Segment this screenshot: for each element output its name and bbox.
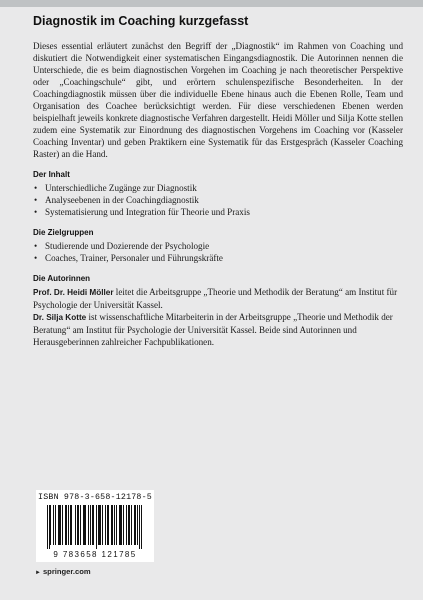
bullet-icon: • xyxy=(34,207,38,217)
barcode-bar xyxy=(58,505,59,545)
barcode-bar xyxy=(71,505,72,545)
bullet-icon: • xyxy=(34,183,38,193)
author-name: Prof. Dr. Heidi Möller xyxy=(33,288,114,297)
inhalt-list xyxy=(33,182,403,218)
barcode-bar xyxy=(65,505,66,545)
barcode-bar xyxy=(93,505,94,545)
top-color-bar xyxy=(0,0,423,7)
author-bio xyxy=(33,311,403,348)
list-item xyxy=(33,252,403,264)
barcode-bar xyxy=(121,505,122,545)
barcode-bar xyxy=(49,505,50,549)
list-item-text: Coaches, Trainer, Personaler und Führungskräfte xyxy=(45,253,223,263)
barcode-bar xyxy=(137,505,138,545)
author-bio xyxy=(33,286,403,311)
barcode-bar xyxy=(62,505,63,545)
bullet-icon: • xyxy=(34,195,38,205)
barcode-bar xyxy=(114,505,115,545)
barcode-bar xyxy=(53,505,54,545)
list-item xyxy=(33,194,403,206)
bullet-icon: • xyxy=(34,253,38,263)
barcode-bar xyxy=(139,505,140,549)
barcode-bar xyxy=(92,505,93,545)
barcode-bar xyxy=(83,505,84,545)
barcode-bar xyxy=(68,505,69,545)
isbn-barcode xyxy=(36,490,154,562)
book-title: Diagnostik im Coaching kurzgefasst xyxy=(33,14,249,28)
barcode-bar xyxy=(102,505,103,545)
intro-paragraph: Dieses essential erläutert zunächst den Begriff der „Diagnostik“ im Rahmen von Coaching und diskutiert die Notwendigkeit einer systematischen Eingangsdiagnostik. Die Autorinnen nennen die Unterschiede, die es beim diagnostischen Vorgehen im Coaching je nach theoretischer Perspektive oder „Coachingschule“ gibt, und erörtern schulenspezifische Besonderheiten. In der Coachingdiagnostik müssen über die individuelle Ebene hinaus auch die Ebenen Rolle, Team und Organisation des Coachee berücksichtigt werden. Für diese verschiedenen Ebenen werden beispielhaft jeweils konkrete diagnostische Verfahren dargestellt. Heidi Möller und Silja Kotte stellen zudem eine Systematik zur Einordnung des diagnostischen Vorgehens im Coaching vor (Kasseler Coaching Inventar) und geben Praktikern eine Systematik für das Erstgespräch (Kasseler Coaching Raster) an die Hand. xyxy=(33,41,403,159)
barcode-bar xyxy=(108,505,109,545)
authors-block xyxy=(33,286,403,348)
barcode-bar xyxy=(88,505,89,545)
barcode-bar xyxy=(80,505,81,545)
barcode-bar xyxy=(55,505,56,545)
barcode-bar xyxy=(119,505,120,545)
barcode-bar xyxy=(75,505,76,545)
barcode-bar xyxy=(123,505,124,545)
section-heading-inhalt: Der Inhalt xyxy=(33,170,70,179)
list-item-text: Systematisierung und Integration für Theorie und Praxis xyxy=(45,207,250,217)
barcode-bar xyxy=(60,505,61,545)
list-item-text: Studierende und Dozierende der Psychologie xyxy=(45,241,210,251)
barcode-bar xyxy=(66,505,67,545)
barcode-bar xyxy=(70,505,71,545)
list-item-text: Analyseebenen in der Coachingdiagnostik xyxy=(45,195,199,205)
barcode-bar xyxy=(96,505,97,549)
arrow-icon: ► xyxy=(35,570,41,576)
section-heading-autorinnen: Die Autorinnen xyxy=(33,274,91,283)
barcode-bar xyxy=(47,505,48,549)
list-item xyxy=(33,240,403,252)
barcode-bar xyxy=(141,505,142,549)
barcode-bar xyxy=(50,505,51,545)
barcode-bar xyxy=(134,505,135,545)
barcode-bar xyxy=(105,505,106,545)
barcode-bar xyxy=(120,505,121,545)
barcode-bar xyxy=(77,505,78,545)
publisher-url: springer.com xyxy=(42,567,91,576)
author-description: ist wissenschaftliche Mitarbeiterin in der Arbeitsgruppe „Theorie und Methodik der Beratung“ am Institut für Psychologie der Universität Kassel. Beide sind Autorinnen und Herausgeberinnen zahlreicher Fachpublikationen. xyxy=(33,312,393,347)
barcode-bar xyxy=(100,505,101,545)
author-description: leitet die Arbeitsgruppe „Theorie und Methodik der Beratung“ am Institut für Psychologie der Universität Kassel. xyxy=(33,287,398,310)
barcode-number: 9 783658 121785 xyxy=(53,550,137,559)
barcode-bar xyxy=(131,505,132,545)
barcode-bar xyxy=(98,505,99,545)
list-item xyxy=(33,182,403,194)
author-name: Dr. Silja Kotte xyxy=(33,313,87,322)
barcode-bar xyxy=(84,505,85,545)
cover-text xyxy=(33,13,403,348)
barcode-bar xyxy=(116,505,117,545)
zielgruppen-list xyxy=(33,240,403,264)
barcode-bar xyxy=(111,505,112,545)
barcode-bar xyxy=(78,505,79,545)
barcode-bar xyxy=(126,505,127,545)
barcode-bar xyxy=(59,505,60,545)
barcode-bar xyxy=(107,505,108,545)
barcode-bar xyxy=(90,505,91,545)
barcode-icon xyxy=(46,505,144,549)
list-item xyxy=(33,206,403,218)
barcode-bar xyxy=(135,505,136,545)
barcode-bar xyxy=(112,505,113,545)
isbn-label: ISBN 978-3-658-12178-5 xyxy=(38,493,152,502)
barcode-bar xyxy=(128,505,129,545)
barcode-bar xyxy=(99,505,100,545)
section-heading-zielgruppen: Die Zielgruppen xyxy=(33,228,94,237)
barcode-bar xyxy=(85,505,86,545)
publisher-link[interactable] xyxy=(35,567,91,576)
bullet-icon: • xyxy=(34,241,38,251)
barcode-bar xyxy=(129,505,130,545)
list-item-text: Unterschiedliche Zugänge zur Diagnostik xyxy=(45,183,197,193)
